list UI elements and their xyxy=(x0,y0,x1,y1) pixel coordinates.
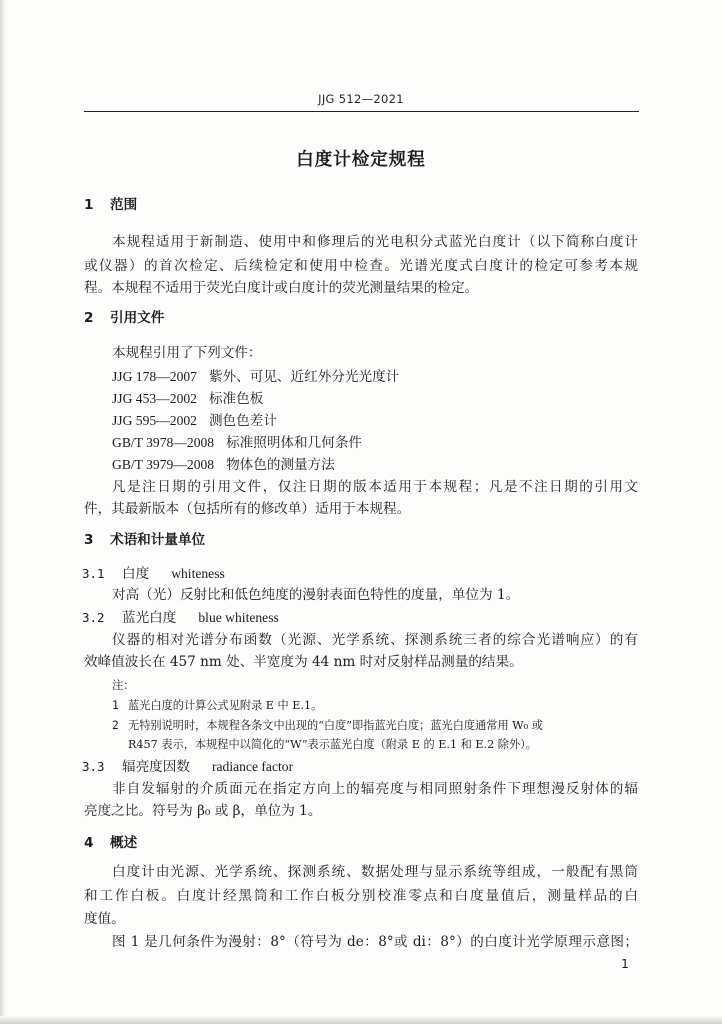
paragraph-line: 白度计由光源、光学系统、探测系统、数据处理与显示系统等组成，一般配有黑筒 xyxy=(112,864,638,880)
page-title: 白度计检定规程 xyxy=(296,150,426,170)
reference-name: 标准色板 xyxy=(208,391,264,407)
term-number: 3.2 xyxy=(82,610,105,625)
note-item xyxy=(112,720,543,731)
reference-code: GB/T 3978—2008 xyxy=(112,435,215,450)
note-number: 2 xyxy=(112,719,119,732)
note-number: 1 xyxy=(112,699,119,712)
standard-code: JJG 512—2021 xyxy=(318,92,404,106)
reference-item xyxy=(112,436,362,451)
term-cn: 辐亮度因数 xyxy=(122,759,190,775)
reference-item xyxy=(112,392,263,407)
term-definition: 效峰值波长在 457 nm 处、半宽度为 44 nm 时对反射样品测量的结果。 xyxy=(84,654,523,670)
term-cn: 白度 xyxy=(122,566,150,582)
term-definition: 对高（光）反射比和低色纯度的漫射表面色特性的度量，单位为 1。 xyxy=(112,587,520,603)
term-cn: 蓝光白度 xyxy=(122,610,177,626)
term-en: blue whiteness xyxy=(198,610,279,625)
reference-code: JJG 178—2007 xyxy=(112,369,197,384)
reference-item xyxy=(112,414,277,429)
paragraph-line: 本规程适用于新制造、使用中和修理后的光电积分式蓝光白度计（以下简称白度计 xyxy=(112,234,638,250)
section-2-heading xyxy=(84,312,164,326)
section-title: 概述 xyxy=(110,835,138,851)
reference-code: JJG 595—2002 xyxy=(112,413,197,428)
paragraph-line: 或仪器）的首次检定、后续检定和使用中检查。光谱光度式白度计的检定可参考本规 xyxy=(84,258,638,274)
paragraph-line: 件，其最新版本（包括所有的修改单）适用于本规程。 xyxy=(84,501,411,517)
paragraph-line: 程。本规程不适用于荧光白度计或白度计的荧光测量结果的检定。 xyxy=(84,280,479,296)
term-definition: 非自发辐射的介质面元在指定方向上的辐亮度与相同照射条件下理想漫反射体的辐 xyxy=(112,781,638,797)
term-3-3-heading xyxy=(82,760,293,775)
section-number: 3 xyxy=(84,532,94,548)
section-title: 引用文件 xyxy=(110,310,165,326)
reference-name: 标准照明体和几何条件 xyxy=(226,435,363,451)
section-3-heading xyxy=(84,534,205,548)
section-4-heading xyxy=(84,837,137,851)
scan-edge-bottom xyxy=(0,1016,722,1024)
term-number: 3.3 xyxy=(82,759,105,774)
paragraph-line: 和工作白板。白度计经黑筒和工作白板分别校准零点和白度量值后，测量样品的白 xyxy=(84,888,638,904)
page-number: 1 xyxy=(621,956,629,971)
note-item xyxy=(112,700,322,711)
note-label: 注： xyxy=(112,679,135,692)
term-definition: 仪器的相对光谱分布函数（光源、光学系统、探测系统三者的综合光谱响应）的有 xyxy=(112,632,638,648)
section-number: 1 xyxy=(84,197,94,213)
header-rule xyxy=(84,111,639,112)
reference-name: 测色色差计 xyxy=(208,413,277,429)
term-3-2-heading xyxy=(82,611,279,626)
section-title: 范围 xyxy=(110,197,138,213)
note-item xyxy=(112,739,537,750)
note-text: 蓝光白度的计算公式见附录 E 中 E.1。 xyxy=(128,699,323,712)
term-en: radiance factor xyxy=(211,759,294,774)
term-en: whiteness xyxy=(171,566,225,581)
section-number: 4 xyxy=(84,835,94,851)
section-number: 2 xyxy=(84,310,94,326)
reference-name: 物体色的测量方法 xyxy=(226,457,335,473)
reference-code: JJG 453—2002 xyxy=(112,391,197,406)
section-1-heading xyxy=(84,199,137,213)
paragraph-line: 度值。 xyxy=(84,911,125,927)
reference-code: GB/T 3979—2008 xyxy=(112,457,215,472)
reference-item xyxy=(112,370,399,385)
note-text: 无特别说明时，本规程各条文中出现的“白度”即指蓝光白度；蓝光白度通常用 W₀ 或 xyxy=(128,719,543,732)
reference-item xyxy=(112,458,335,473)
term-number: 3.1 xyxy=(82,566,105,581)
reference-name: 紫外、可见、近红外分光光度计 xyxy=(208,369,400,385)
section-title: 术语和计量单位 xyxy=(110,532,206,548)
paragraph-line: 本规程引用了下列文件： xyxy=(112,345,262,361)
paragraph-line: 凡是注日期的引用文件，仅注日期的版本适用于本规程；凡是不注日期的引用文 xyxy=(112,479,638,495)
term-3-1-heading xyxy=(82,567,225,582)
term-definition: 亮度之比。符号为 β₀ 或 β，单位为 1。 xyxy=(84,803,322,819)
paragraph-line: 图 1 是几何条件为漫射：8°（符号为 de：8°或 di：8°）的白度计光学原理示意图； xyxy=(112,934,638,950)
note-text: R457 表示，本规程中以简化的“W”表示蓝光白度（附录 E 的 E.1 和 E.2 除外）。 xyxy=(128,738,537,751)
